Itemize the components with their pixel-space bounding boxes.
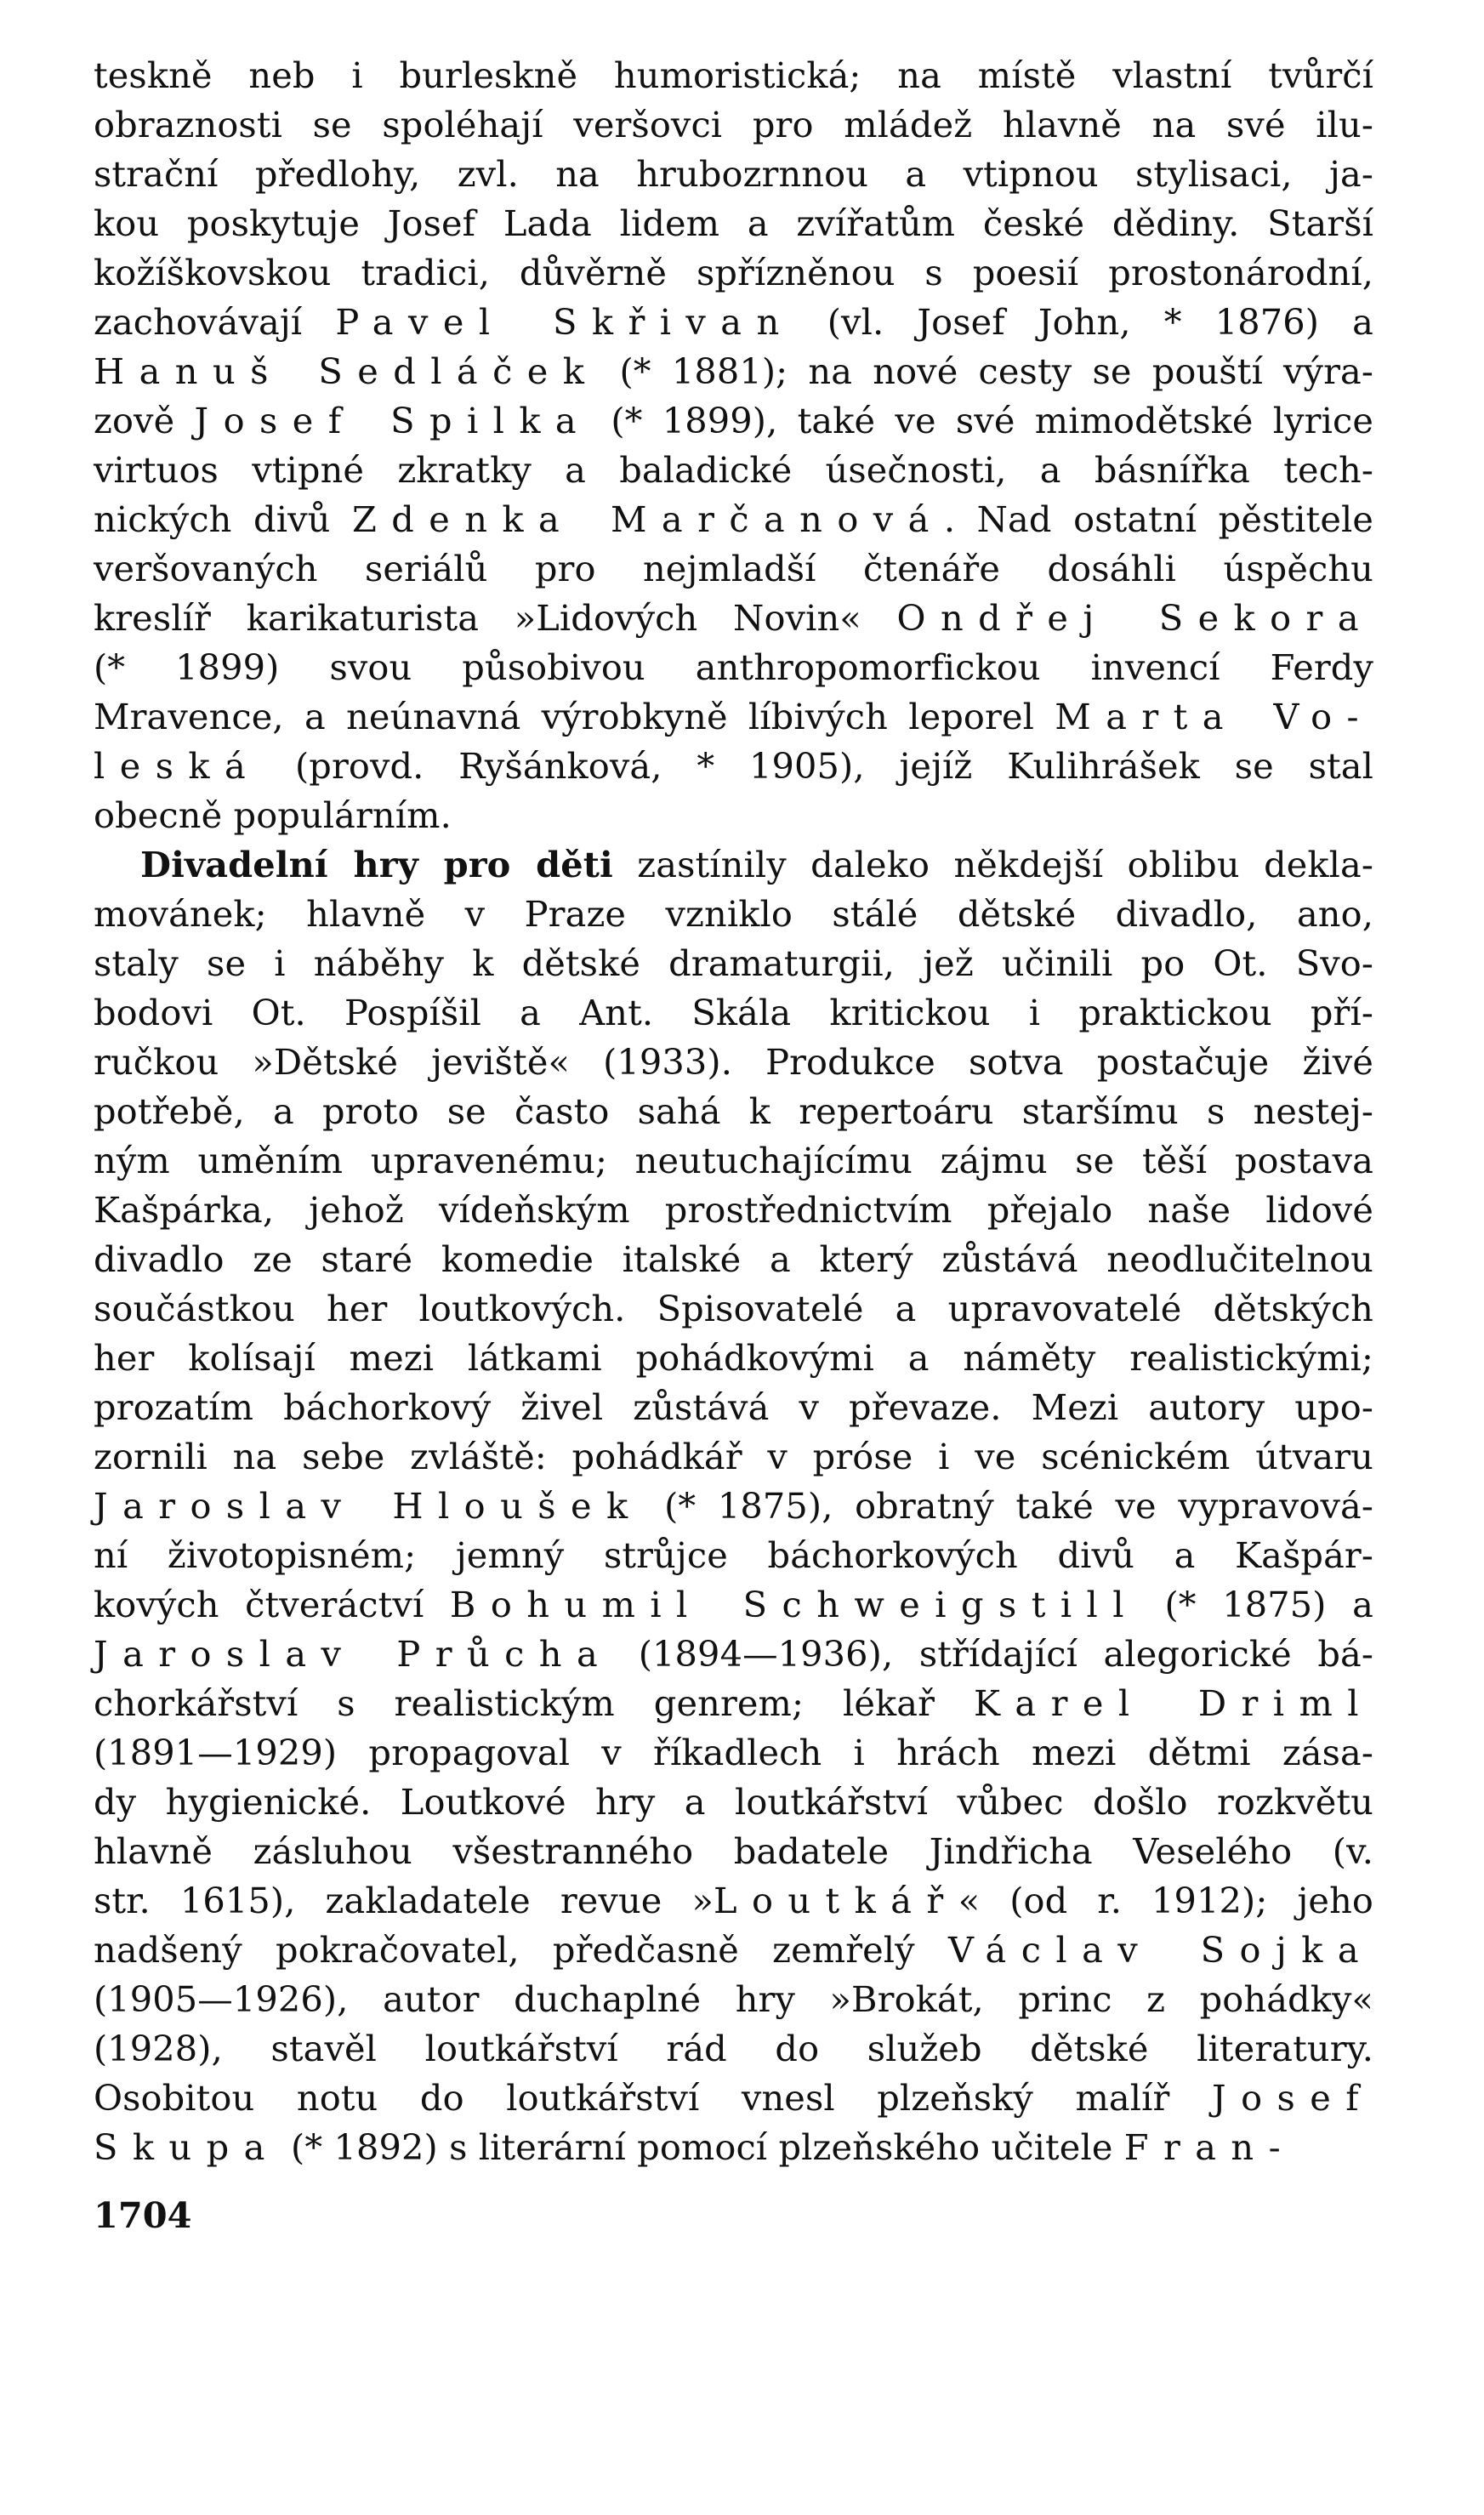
text-segment: obraznosti se spoléhají veršovci pro mládež hlavně na své ilu- [94, 104, 1373, 145]
spaced-name: Loutkář [714, 1880, 958, 1921]
text-line [94, 1383, 1373, 1432]
text-line [94, 347, 1373, 396]
text-line [94, 1432, 1373, 1482]
text-segment: divadlo ze staré komedie italské a který zůstává neodlučitelnou [94, 1238, 1373, 1280]
text-segment: (* 1899) svou působivou anthropomorfickou invencí Ferdy [94, 646, 1373, 688]
text-segment: staly se i náběhy k dětské dramaturgii, jež učinili po Ot. Svo- [94, 942, 1373, 984]
text-line [94, 1679, 1373, 1728]
text-segment: (1891—1929) propagoval v říkadlech i hrách mezi dětmi zása- [94, 1732, 1373, 1773]
text-segment: nadšený pokračovatel, předčasně zemřelý [94, 1929, 948, 1971]
text-line [94, 1186, 1373, 1235]
spaced-name: leská [94, 745, 261, 787]
spaced-name: Ondřej Sekora [896, 597, 1373, 639]
text-segment: strační předlohy, zvl. na hrubozrnnou a vtipnou stylisaci, ja- [94, 153, 1373, 195]
spaced-name: Hanuš Sedláček [94, 350, 600, 392]
text-segment: zově [94, 400, 195, 441]
text-line [94, 840, 1373, 890]
text-segment: obecně populárním. [94, 794, 452, 836]
text-line [94, 396, 1373, 446]
spaced-name: Josef Spilka [194, 400, 592, 441]
text-line [94, 446, 1373, 495]
text-line [94, 1926, 1373, 1975]
spaced-name: Skupa [94, 2126, 280, 2168]
spaced-name: Fran- [1123, 2126, 1296, 2168]
text-segment: Mravence, a neúnavná výrobkyně líbivých leporel [94, 696, 1055, 737]
text-line [94, 495, 1373, 544]
spaced-name: Pavel Skřivan [335, 301, 794, 343]
text-line [94, 1876, 1373, 1926]
text-line [94, 1630, 1373, 1679]
text-segment: (* 1881); na nové cesty se pouští výra- [599, 350, 1373, 392]
text-segment: teskně neb i burleskně humoristická; na místě vlastní tvůrčí [94, 54, 1373, 96]
text-line [94, 2123, 1373, 2172]
text-line [94, 1334, 1373, 1383]
text-line [94, 988, 1373, 1038]
text-line [94, 2024, 1373, 2074]
text-line [94, 742, 1373, 791]
spaced-name: Jaroslav Průcha [94, 1633, 613, 1675]
text-line [94, 1087, 1373, 1136]
text-line [94, 1284, 1373, 1334]
text-line [94, 1975, 1373, 2024]
spaced-name: Jaroslav Hloušek [94, 1485, 643, 1527]
text-line [94, 890, 1373, 939]
text-line [94, 199, 1373, 248]
text-segment: ným uměním upravenému; neutuchajícímu zájmu se těší postava [94, 1140, 1373, 1181]
text-line [94, 51, 1373, 100]
text-line [94, 248, 1373, 298]
text-line [94, 791, 1373, 840]
text-segment: prozatím báchorkový živel zůstává v převaze. Mezi autory upo- [94, 1386, 1373, 1428]
text-line [94, 2074, 1373, 2123]
text-segment: hlavně zásluhou všestranného badatele Jindřicha Veselého (v. [94, 1830, 1373, 1872]
spaced-name: Zdenka Marčanová [351, 498, 944, 540]
text-segment: (* 1892) s literární pomocí plzeňského učitele [279, 2126, 1124, 2168]
text-segment: « (od r. 1912); jeho [958, 1880, 1373, 1921]
bold-heading: Divadelní hry pro děti [140, 844, 613, 885]
text-segment: (* 1875), obratný také ve vypravová- [642, 1485, 1373, 1527]
text-segment: součástkou her loutkových. Spisovatelé a upravovatelé dětských [94, 1288, 1373, 1329]
text-segment: bodovi Ot. Pospíšil a Ant. Skála kritickou i praktickou pří- [94, 992, 1373, 1033]
text-segment: (* 1899), také ve své mimodětské lyrice [591, 400, 1373, 441]
text-line [94, 594, 1373, 643]
text-segment: veršovaných seriálů pro nejmladší čtenáře dosáhli úspěchu [94, 548, 1373, 589]
text-line [94, 1580, 1373, 1630]
text-segment: (* 1875) a [1138, 1584, 1373, 1625]
text-segment: (1905—1926), autor duchaplné hry »Brokát, princ z pohádky« [94, 1978, 1373, 2020]
text-line [94, 298, 1373, 347]
text-segment: chorkářství s realistickým genrem; lékař [94, 1682, 974, 1724]
spaced-name: Marta Vo- [1055, 696, 1373, 737]
text-segment: kových čtveráctví [94, 1584, 450, 1625]
text-segment: virtuos vtipné zkratky a baladické úsečnosti, a básnířka tech- [94, 449, 1373, 491]
text-segment: Osobitou notu do loutkářství vnesl plzeňský malíř [94, 2077, 1212, 2119]
text-segment: kožíškovskou tradici, důvěrně spřízněnou s poesií prostonárodní, [94, 252, 1373, 293]
spaced-name: Bohumil Schweigstill [449, 1584, 1139, 1625]
text-line [94, 1827, 1373, 1876]
spaced-name: Josef [1212, 2077, 1373, 2119]
text-line [94, 1235, 1373, 1284]
text-line [94, 544, 1373, 594]
text-line [94, 1531, 1373, 1580]
text-segment: (vl. Josef John, * 1876) a [793, 301, 1374, 343]
spaced-name: Václav Sojka [947, 1929, 1373, 1971]
text-segment: (provd. Ryšánková, * 1905), jejíž Kulihrášek se stal [260, 745, 1373, 787]
text-segment: str. 1615), zakladatele revue » [94, 1880, 714, 1921]
text-segment: zornili na sebe zvláště: pohádkář v próse i ve scénickém útvaru [94, 1436, 1373, 1477]
spaced-name: Karel Driml [974, 1682, 1373, 1724]
text-segment: dy hygienické. Loutkové hry a loutkářství vůbec došlo rozkvětu [94, 1781, 1373, 1823]
text-line [94, 1038, 1373, 1087]
text-segment: . Nad ostatní pěstitele [943, 498, 1374, 540]
page-number: 1704 [94, 2194, 192, 2236]
text-segment: kreslíř karikaturista »Lidových Novin« [94, 597, 897, 639]
text-line [94, 643, 1373, 692]
text-line [94, 1728, 1373, 1778]
text-line [94, 1136, 1373, 1186]
text-segment: potřebě, a proto se často sahá k repertoáru staršímu s nestej- [94, 1090, 1373, 1132]
text-segment: (1928), stavěl loutkářství rád do služeb dětské literatury. [94, 2028, 1373, 2069]
text-segment: zastínily daleko někdejší oblibu dekla- [612, 844, 1373, 885]
text-segment: Kašpárka, jehož vídeňským prostřednictvím přejalo naše lidové [94, 1189, 1373, 1231]
text-segment: (1894—1936), střídající alegorické bá- [612, 1633, 1373, 1675]
text-line [94, 1778, 1373, 1827]
text-segment: her kolísají mezi látkami pohádkovými a náměty realistickými; [94, 1337, 1373, 1379]
text-line [94, 1482, 1373, 1531]
page-body [94, 51, 1373, 2172]
text-line [94, 692, 1373, 742]
text-segment: ní životopisném; jemný strůjce báchorkových divů a Kašpár- [94, 1534, 1373, 1576]
text-line [94, 100, 1373, 150]
text-segment: ručkou »Dětské jeviště« (1933). Produkce sotva postačuje živé [94, 1041, 1373, 1083]
text-segment: zachovávají [94, 301, 336, 343]
text-segment: nických divů [94, 498, 352, 540]
text-line [94, 150, 1373, 199]
text-segment: movánek; hlavně v Praze vzniklo stálé dětské divadlo, ano, [94, 893, 1373, 935]
text-segment: kou poskytuje Josef Lada lidem a zvířatům české dědiny. Starší [94, 202, 1373, 244]
text-line [94, 939, 1373, 988]
